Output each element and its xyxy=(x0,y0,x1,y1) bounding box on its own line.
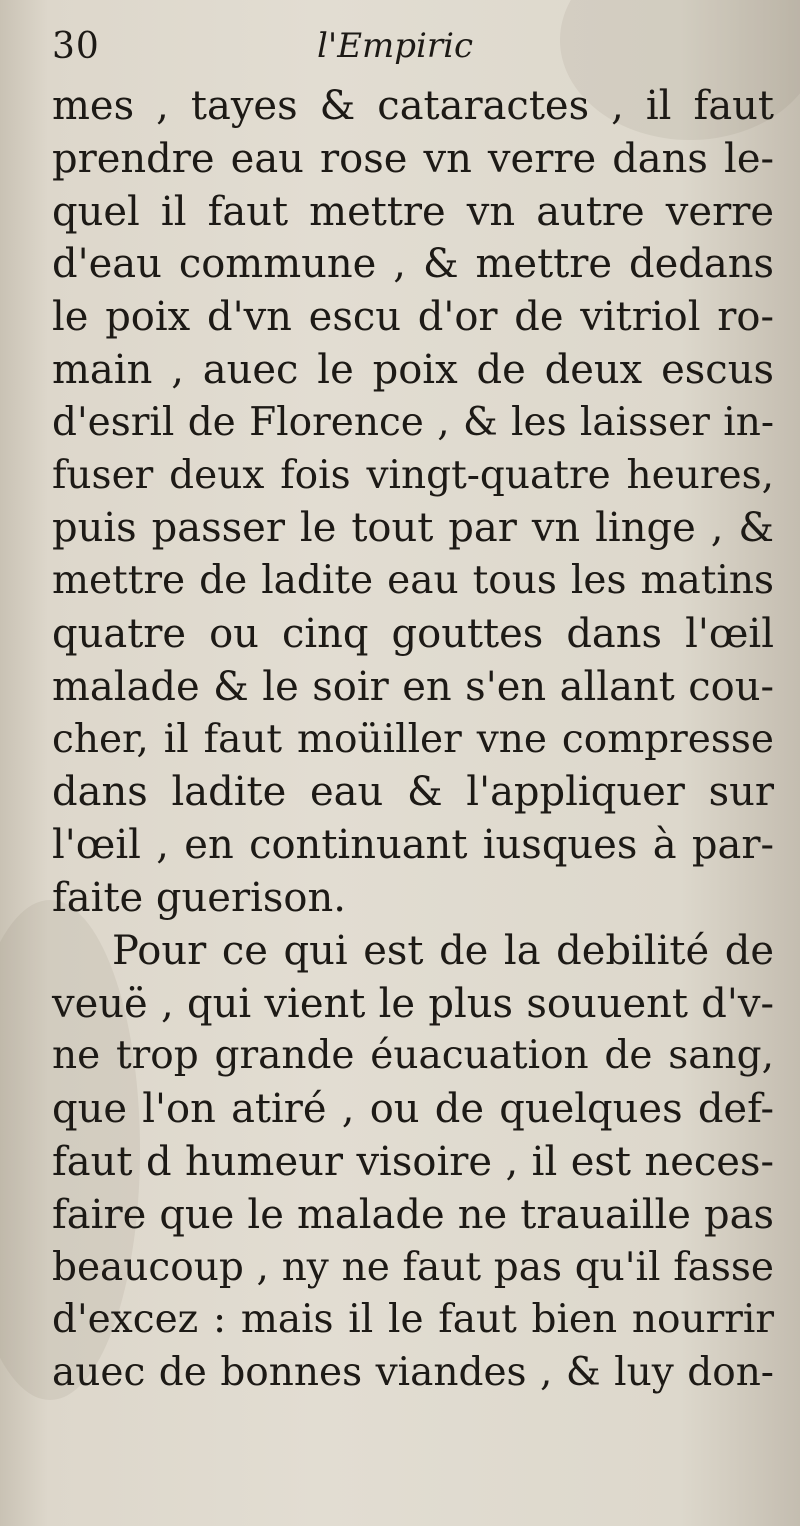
text-line: mes , tayes & cataractes , il faut xyxy=(52,83,774,129)
text-line: beaucoup , ny ne faut pas qu'il fasse xyxy=(52,1244,774,1290)
paragraph-start-line: Pour ce qui est de la debilité de xyxy=(112,927,774,974)
text-line: fuser deux fois vingt-quatre heures, xyxy=(52,452,774,498)
text-line: faut d humeur visoire , il est neces- xyxy=(52,1138,774,1185)
text-line: puis passer le tout par vn linge , & xyxy=(52,505,774,552)
page-number: 30 xyxy=(52,26,100,67)
text-line: prendre eau rose vn verre dans le- xyxy=(52,135,774,182)
page-header xyxy=(52,18,772,78)
text-line: quel il faut mettre vn autre verre xyxy=(52,188,774,235)
text-line: d'esril de Florence , & les laisser in- xyxy=(52,399,774,445)
text-line: ne trop grande éuacuation de sang, xyxy=(52,1033,774,1079)
running-title: l'Empiric xyxy=(317,26,474,66)
text-line: dans ladite eau & l'appliquer sur xyxy=(52,769,774,816)
text-line: que l'on atiré , ou de quelques def- xyxy=(52,1086,774,1133)
text-line: malade & le soir en s'en allant cou- xyxy=(52,663,774,710)
text-line: le poix d'vn escu d'or de vitriol ro- xyxy=(52,294,774,341)
text-line: mettre de ladite eau tous les matins xyxy=(52,558,774,604)
text-line: main , auec le poix de deux escus xyxy=(52,346,774,393)
body-text xyxy=(52,80,774,1400)
text-line: faire que le malade ne trauaille pas xyxy=(52,1191,774,1238)
text-line: faite guerison. xyxy=(52,874,346,921)
text-line: d'eau commune , & mettre dedans xyxy=(52,241,774,288)
text-line: veuë , qui vient le plus souuent d'v- xyxy=(52,980,774,1027)
text-line: l'œil , en continuant iusques à par- xyxy=(52,822,774,869)
text-line: d'excez : mais il le faut bien nourrir xyxy=(52,1297,774,1343)
text-line: cher, il faut moüiller vne compresse xyxy=(52,716,774,762)
text-line: quatre ou cinq gouttes dans l'œil xyxy=(52,610,774,657)
text-line: auec de bonnes viandes , & luy don- xyxy=(52,1350,774,1396)
